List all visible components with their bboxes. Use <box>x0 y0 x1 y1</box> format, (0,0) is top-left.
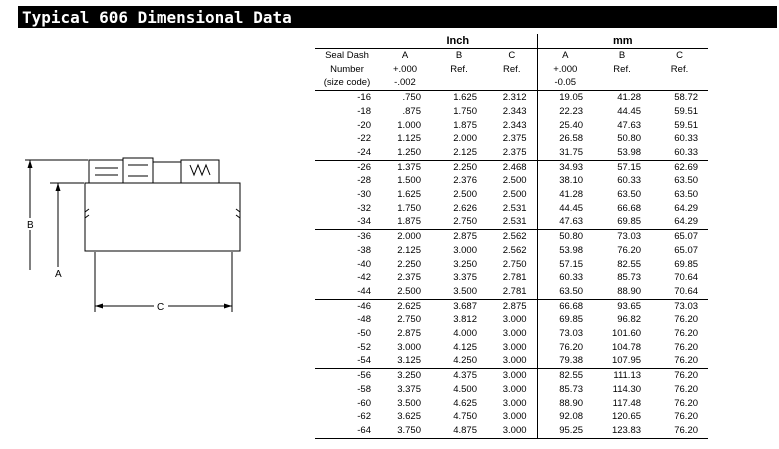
cell-a-inch: 2.375 <box>397 272 421 284</box>
seal-head <box>153 162 181 183</box>
cell-b-mm: 85.73 <box>617 272 642 284</box>
table-row <box>315 410 708 424</box>
cell-a-mm: 85.73 <box>537 383 593 397</box>
cell-c-inch: 3.000 <box>502 411 527 423</box>
cell-seal-dash: -48 <box>357 314 371 326</box>
cell-seal-dash: -52 <box>357 341 371 353</box>
cell-b-inch: 2.875 <box>453 231 477 243</box>
column-header-c-mm: Ref. <box>670 63 689 75</box>
cell-b-mm: 117.48 <box>612 397 642 409</box>
cell-c-mm: 65.07 <box>674 244 699 256</box>
cell-b-mm: 76.20 <box>617 244 642 256</box>
cell-b-mm: 111.13 <box>613 370 642 382</box>
cell-b-mm: 101.60 <box>611 328 642 340</box>
column-header-c-mm: C <box>676 50 683 61</box>
cell-a-mm: 88.90 <box>537 397 593 411</box>
table-row <box>315 244 708 258</box>
cell-b-inch: 3.812 <box>453 314 477 326</box>
cell-seal-dash: -64 <box>315 424 379 438</box>
cell-a-inch: 1.875 <box>379 215 431 229</box>
cell-b-inch: 4.750 <box>453 411 477 423</box>
cell-c-mm: 60.33 <box>651 146 708 160</box>
table-row <box>315 354 708 368</box>
break-mark-left <box>85 209 89 218</box>
column-header-a-inch: -.002 <box>379 76 431 90</box>
cell-b-mm: 123.83 <box>593 424 651 438</box>
cell-a-mm: 38.10 <box>537 174 593 188</box>
cell-c-mm: 65.07 <box>674 231 699 243</box>
dim-label-a: A <box>55 269 62 280</box>
column-header-seal-dash: Seal Dash <box>325 50 369 61</box>
column-header-seal-dash: Number <box>330 63 364 75</box>
cell-seal-dash: -28 <box>357 175 371 187</box>
shaft-body <box>85 183 240 251</box>
cell-a-mm: 73.03 <box>537 327 593 341</box>
cell-c-mm: 76.20 <box>651 424 708 438</box>
cell-c-inch: 3.000 <box>502 341 527 353</box>
dim-label-b: B <box>27 220 34 231</box>
cell-c-mm: 60.33 <box>674 133 699 145</box>
cell-c-mm: 62.69 <box>674 161 699 173</box>
cell-a-mm: 57.15 <box>537 258 593 272</box>
cell-b-mm: 50.80 <box>617 133 642 145</box>
cell-c-mm: 76.20 <box>674 383 699 395</box>
cell-b-mm: 73.03 <box>617 231 642 243</box>
cell-a-mm: 22.23 <box>537 105 593 119</box>
cell-b-mm: 66.68 <box>617 202 642 214</box>
cell-a-inch: 2.750 <box>397 314 421 326</box>
cell-c-inch: 3.000 <box>487 424 537 438</box>
table-row <box>315 230 708 244</box>
cell-a-mm: 79.38 <box>537 354 593 368</box>
cell-a-mm: 66.68 <box>537 299 593 313</box>
table-row <box>315 160 708 174</box>
cell-seal-dash: -56 <box>357 370 371 382</box>
cell-a-mm: 95.25 <box>537 424 593 438</box>
dim-label-c: C <box>157 302 165 313</box>
table-row <box>315 383 708 397</box>
cell-c-mm: 64.29 <box>674 202 699 214</box>
cell-b-mm: 104.78 <box>611 341 642 353</box>
table-row <box>315 105 708 119</box>
cell-b-mm: 60.33 <box>617 175 642 187</box>
cell-a-mm: 60.33 <box>537 271 593 285</box>
cell-c-mm: 76.20 <box>674 314 699 326</box>
mm-unit-header: mm <box>537 34 708 49</box>
cell-b-inch: 4.500 <box>453 383 477 395</box>
cell-a-inch: 1.125 <box>397 133 421 145</box>
cell-c-inch: 2.500 <box>502 189 527 201</box>
column-header-a-mm: A <box>537 49 593 63</box>
cell-c-inch: 3.000 <box>502 397 527 409</box>
cell-c-inch: 2.343 <box>502 119 527 131</box>
table-row <box>315 132 708 146</box>
cell-a-mm: 19.05 <box>537 91 593 105</box>
cell-b-inch: 2.000 <box>453 133 477 145</box>
cell-a-inch: 2.250 <box>397 258 421 270</box>
cell-a-mm: 63.50 <box>537 285 593 299</box>
cell-c-inch: 2.562 <box>502 231 527 243</box>
seal-spring <box>190 165 210 175</box>
cell-seal-dash: -36 <box>357 231 371 243</box>
cell-b-inch: 1.750 <box>453 105 477 117</box>
cell-c-inch: 3.000 <box>502 328 527 340</box>
cell-b-inch: 4.875 <box>431 424 487 438</box>
column-header-b-mm: B <box>618 50 626 61</box>
cell-c-inch: 2.375 <box>487 146 537 160</box>
cell-a-inch: 2.625 <box>397 300 421 312</box>
cell-a-inch: 3.500 <box>397 397 421 409</box>
cell-a-inch: 3.000 <box>397 341 421 353</box>
cell-b-inch: 3.250 <box>453 258 477 270</box>
cell-c-inch: 2.875 <box>502 300 527 312</box>
cell-seal-dash: -46 <box>357 300 371 312</box>
cell-c-mm: 63.50 <box>674 189 699 201</box>
cell-c-inch: 2.531 <box>502 202 527 214</box>
cell-c-inch: 2.531 <box>487 215 537 229</box>
cell-seal-dash: -62 <box>357 411 371 423</box>
table-row <box>315 188 708 202</box>
cell-b-mm: 93.65 <box>617 300 642 312</box>
header-row <box>315 63 708 77</box>
column-header-seal-dash: (size code) <box>315 76 379 90</box>
inch-unit-header: Inch <box>379 34 537 49</box>
arrow-b-top <box>28 160 33 168</box>
cell-b-mm: 114.30 <box>612 383 642 395</box>
cell-seal-dash: -40 <box>357 258 371 270</box>
cell-a-mm: 26.58 <box>537 132 593 146</box>
break-mark-right <box>236 209 240 218</box>
column-header-c-inch: C <box>508 50 516 61</box>
cell-a-mm: 31.75 <box>537 146 593 160</box>
cell-seal-dash: -32 <box>357 202 371 214</box>
cell-b-inch: 4.250 <box>431 354 487 368</box>
cell-c-mm: 59.51 <box>674 119 699 131</box>
cell-c-inch: 2.781 <box>502 272 527 284</box>
cell-a-inch: 3.750 <box>379 424 431 438</box>
cell-a-inch: 2.000 <box>397 231 421 243</box>
cell-a-mm: 34.93 <box>537 160 593 174</box>
cell-b-mm: 96.82 <box>617 314 642 326</box>
cell-b-inch: 2.250 <box>453 161 477 173</box>
cell-seal-dash: -60 <box>357 397 371 409</box>
cell-seal-dash: -26 <box>357 161 371 173</box>
cell-seal-dash: -20 <box>357 119 371 131</box>
cell-a-inch: 1.500 <box>397 175 421 187</box>
cell-seal-dash: -38 <box>357 244 371 256</box>
table-row <box>315 91 708 105</box>
seal-collar <box>123 158 153 183</box>
cell-b-mm: 53.98 <box>593 146 651 160</box>
cell-seal-dash: -50 <box>357 328 371 340</box>
cell-b-inch: 2.125 <box>431 146 487 160</box>
column-header-b-inch <box>431 76 487 90</box>
cell-a-inch: 1.750 <box>397 202 421 214</box>
table-row <box>315 215 708 229</box>
cell-c-mm: 70.64 <box>651 285 708 299</box>
cell-a-mm: 76.20 <box>537 341 593 355</box>
cell-seal-dash: -58 <box>357 383 371 395</box>
cell-seal-dash: -42 <box>357 272 371 284</box>
column-header-b-inch: B <box>455 50 463 61</box>
cell-b-mm: 41.28 <box>617 92 642 104</box>
cell-a-inch: 3.625 <box>397 411 421 423</box>
cell-seal-dash: -54 <box>315 354 379 368</box>
seal-gland <box>89 160 123 183</box>
table-row <box>315 327 708 341</box>
cell-a-inch: 3.125 <box>379 354 431 368</box>
cell-b-mm: 69.85 <box>593 215 651 229</box>
table-row <box>315 397 708 411</box>
cell-b-inch: 1.625 <box>453 92 477 104</box>
cell-a-mm: 69.85 <box>537 313 593 327</box>
column-header-b-inch: Ref. <box>450 63 468 75</box>
cell-a-mm: 92.08 <box>537 410 593 424</box>
cell-a-mm: 47.63 <box>537 215 593 229</box>
cell-c-mm: 59.51 <box>674 105 699 117</box>
cell-b-mm: 120.65 <box>611 411 642 423</box>
cell-c-mm: 58.72 <box>674 92 699 104</box>
column-header-a-mm: +.000 <box>537 63 593 77</box>
cell-c-mm: 76.20 <box>674 328 699 340</box>
cell-b-mm: 82.55 <box>617 258 642 270</box>
cell-b-mm: 57.15 <box>617 161 642 173</box>
cell-a-inch: 2.875 <box>397 328 421 340</box>
table-row <box>315 146 708 160</box>
cell-seal-dash: -34 <box>315 215 379 229</box>
cell-b-inch: 3.687 <box>453 300 477 312</box>
cell-c-inch: 2.375 <box>502 133 527 145</box>
cell-a-inch: .750 <box>402 92 421 104</box>
column-header-c-inch: Ref. <box>503 63 521 75</box>
cell-b-inch: 4.125 <box>453 341 477 353</box>
cell-a-inch: .875 <box>402 105 421 117</box>
column-header-a-inch: +.000 <box>392 63 418 75</box>
cell-a-mm: 44.45 <box>537 202 593 216</box>
cell-c-mm: 76.20 <box>651 354 708 368</box>
table-row <box>315 285 708 299</box>
table-row <box>315 174 708 188</box>
cell-b-inch: 3.375 <box>453 272 477 284</box>
cell-a-inch: 1.375 <box>397 161 421 173</box>
cell-c-inch: 2.500 <box>502 175 527 187</box>
table-body <box>315 49 708 439</box>
cell-b-inch: 3.000 <box>453 244 477 256</box>
cell-a-mm: 53.98 <box>537 244 593 258</box>
cell-c-mm: 76.20 <box>674 341 699 353</box>
cell-c-inch: 3.000 <box>502 370 527 382</box>
header-row <box>315 49 708 63</box>
cell-c-mm: 76.20 <box>674 370 699 382</box>
column-header-c-mm <box>651 76 708 90</box>
cell-a-inch: 1.000 <box>397 119 421 131</box>
cell-b-inch: 1.875 <box>453 119 477 131</box>
cell-a-inch: 2.125 <box>397 244 421 256</box>
cell-seal-dash: -30 <box>357 189 371 201</box>
cell-a-inch: 2.500 <box>379 285 431 299</box>
table-row <box>315 313 708 327</box>
cell-c-mm: 70.64 <box>674 272 699 284</box>
cell-a-inch: 3.375 <box>397 383 421 395</box>
cell-seal-dash: -44 <box>315 285 379 299</box>
cell-b-inch: 2.750 <box>431 215 487 229</box>
arrow-c-left <box>95 304 103 309</box>
cell-a-mm: 50.80 <box>537 230 593 244</box>
cell-a-inch: 1.625 <box>397 189 421 201</box>
cell-b-inch: 3.500 <box>431 285 487 299</box>
cell-seal-dash: -22 <box>357 133 371 145</box>
column-header-b-mm <box>593 76 651 90</box>
column-header-a-inch: A <box>401 50 409 61</box>
cell-a-inch: 1.250 <box>379 146 431 160</box>
table-row <box>315 299 708 313</box>
cell-b-inch: 4.375 <box>453 370 477 382</box>
cell-seal-dash: -16 <box>357 92 371 104</box>
cell-b-inch: 2.626 <box>453 202 477 214</box>
table-row <box>315 119 708 133</box>
cell-c-inch: 2.343 <box>502 105 527 117</box>
header-row <box>315 76 708 90</box>
table-row <box>315 271 708 285</box>
table-row <box>315 202 708 216</box>
table-row <box>315 424 708 438</box>
column-header-b-mm: Ref. <box>613 63 631 75</box>
page-title: Typical 606 Dimensional Data <box>22 8 292 27</box>
cell-b-inch: 4.625 <box>453 397 477 409</box>
cell-c-mm: 63.50 <box>674 175 699 187</box>
cell-c-inch: 3.000 <box>502 383 527 395</box>
cell-c-inch: 2.781 <box>487 285 537 299</box>
cell-c-inch: 2.312 <box>502 92 527 104</box>
cell-c-inch: 2.562 <box>502 244 527 256</box>
column-header-a-mm: -0.05 <box>537 76 593 90</box>
cell-c-inch: 2.750 <box>502 258 527 270</box>
column-header-c-inch <box>487 76 537 90</box>
cell-b-inch: 2.376 <box>453 175 477 187</box>
cell-a-inch: 3.250 <box>397 370 421 382</box>
cell-c-mm: 73.03 <box>674 300 699 312</box>
cell-c-inch: 3.000 <box>502 314 527 326</box>
cell-c-mm: 76.20 <box>674 411 699 423</box>
cell-b-mm: 44.45 <box>617 105 642 117</box>
cell-a-mm: 41.28 <box>537 188 593 202</box>
cell-seal-dash: -18 <box>357 105 371 117</box>
cell-a-mm: 25.40 <box>537 119 593 133</box>
arrow-a-top <box>56 183 61 191</box>
table-row <box>315 341 708 355</box>
corner-cell <box>315 34 379 49</box>
dimensional-data-table <box>315 34 708 439</box>
cell-b-mm: 47.63 <box>617 119 642 131</box>
cell-c-inch: 3.000 <box>487 354 537 368</box>
seal-dimension-drawing <box>0 0 310 449</box>
table-row <box>315 258 708 272</box>
cell-c-mm: 64.29 <box>651 215 708 229</box>
cell-b-inch: 2.500 <box>453 189 477 201</box>
cell-c-inch: 2.468 <box>502 161 527 173</box>
arrow-c-right <box>224 304 232 309</box>
cell-b-mm: 107.95 <box>593 354 651 368</box>
cell-b-mm: 63.50 <box>617 189 642 201</box>
cell-b-mm: 88.90 <box>593 285 651 299</box>
table-row <box>315 369 708 383</box>
cell-c-mm: 69.85 <box>674 258 699 270</box>
cell-c-mm: 76.20 <box>674 397 699 409</box>
cell-seal-dash: -24 <box>315 146 379 160</box>
cell-b-inch: 4.000 <box>453 328 477 340</box>
seal-spring-housing <box>181 160 219 183</box>
cell-a-mm: 82.55 <box>537 369 593 383</box>
